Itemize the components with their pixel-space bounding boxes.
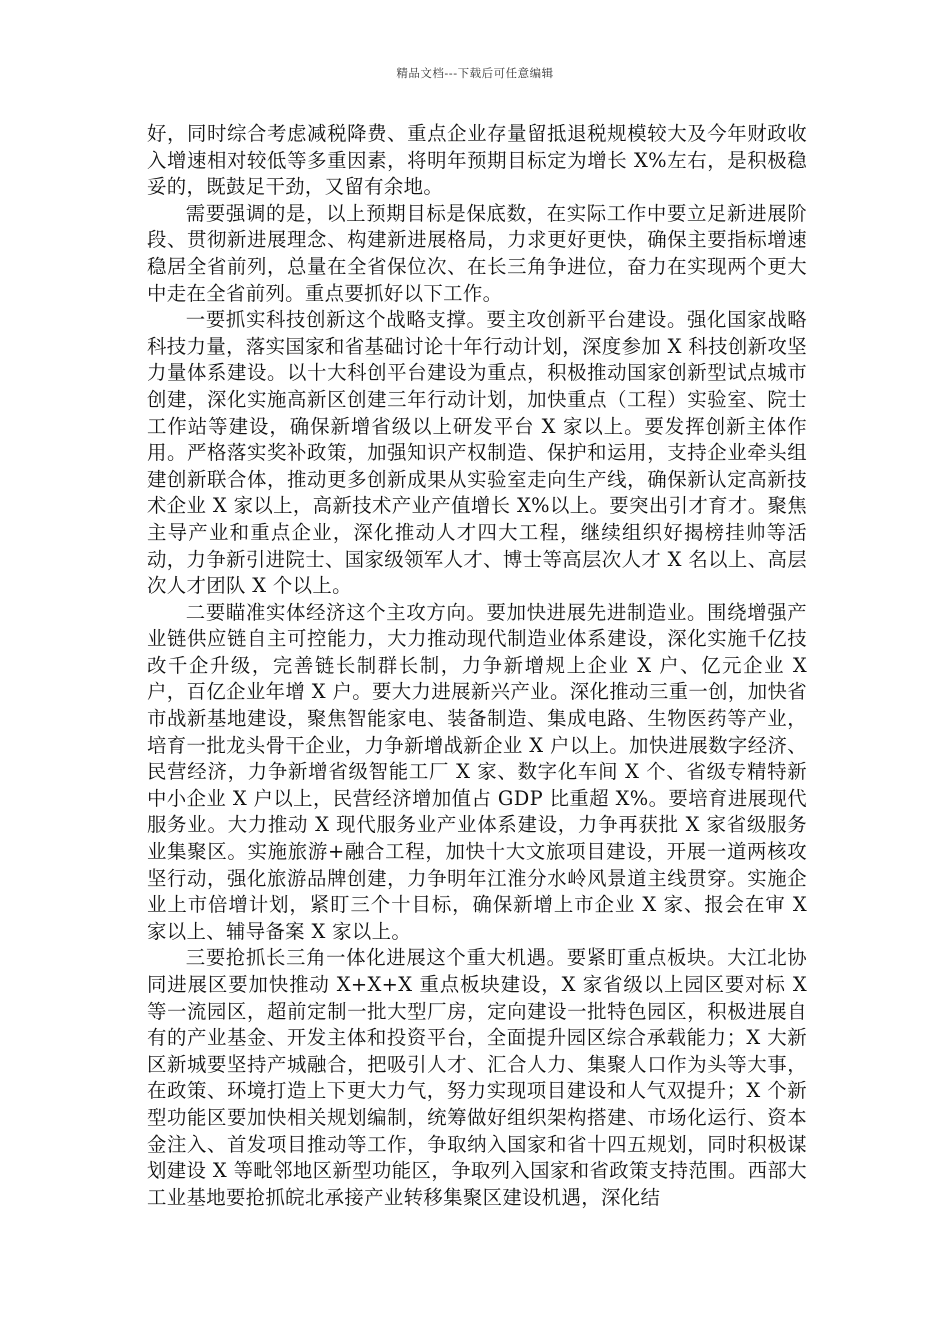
page-header: 精品文档---下载后可任意编辑 [396, 66, 554, 80]
paragraph-1: 好，同时综合考虑减税降费、重点企业存量留抵退税规模较大及今年财政收入增速相对较低等多重因素，将明年预期目标定为增长 X%左右，是积极稳妥的，既鼓足干劲，又留有余地。 [147, 122, 807, 199]
paragraph-4: 二要瞄准实体经济这个主攻方向。要加快进展先进制造业。围绕增强产业链供应链自主可控能力，大力推动现代制造业体系建设，深化实施千亿技改千企升级，完善链长制群长制，力争新增规上企业 X 户、亿元企业 X 户，百亿企业年增 X 户。要大力进展新兴产业。深化推动三重一创，加快省市战新基地建设，聚焦智能家电、装备制造、集成电路、生物医药等产业，培育一批龙头骨干企业，力争新增战新企业 X 户以上。加快进展数字经济、民营经济，力争新增省级智能工厂 X 家、数字化车间 X 个、省级专精特新中小企业 X 户以上，民营经济增加值占 GDP 比重超 X%。要培育进展现代服务业。大力推动 X 现代服务业产业体系建设，力争再获批 X 家省级服务业集聚区。实施旅游+融合工程，加快十大文旅项目建设，开展一道两核攻坚行动，强化旅游品牌创建，力争明年江淮分水岭风景道主线贯穿。实施企业上市倍增计划，紧盯三个十目标，确保新增上市企业 X 家、报会在审 X 家以上、辅导备案 X 家以上。 [147, 600, 807, 943]
document-body [147, 121, 807, 1211]
paragraph-5: 三要抢抓长三角一体化进展这个重大机遇。要紧盯重点板块。大江北协同进展区要加快推动 X+X+X 重点板块建设，X 家省级以上园区要对标 X 等一流园区，超前定制一批大型厂房，定向建设一批特色园区，积极进展自有的产业基金、开发主体和投资平台，全面提升园区综合承载能力；X 大新区新城要坚持产城融合，把吸引人才、汇合人力、集聚人口作为头等大事，在政策、环境打造上下更大力气，努力实现项目建设和人气双提升；X 个新型功能区要加快相关规划编制，统筹做好组织架构搭建、市场化运行、资本金注入、首发项目推动等工作，争取纳入国家和省十四五规划，同时积极谋划建设 X 等毗邻地区新型功能区，争取列入国家和省政策支持范围。西部大工业基地要抢抓皖北承接产业转移集聚区建设机遇，深化结 [147, 946, 807, 1209]
paragraph-3: 一要抓实科技创新这个战略支撑。要主攻创新平台建设。强化国家战略科技力量，落实国家和省基础讨论十年行动计划，深度参加 X 科技创新攻坚力量体系建设。以十大科创平台建设为重点，积极推动国家创新型试点城市创建，深化实施高新区创建三年行动计划，加快重点（工程）实验室、院士工作站等建设，确保新增省级以上研发平台 X 家以上。要发挥创新主体作用。严格落实奖补政策，加强知识产权制造、保护和运用，支持企业牵头组建创新联合体，推动更多创新成果从实验室走向生产线，确保新认定高新技术企业 X 家以上，高新技术产业产值增长 X%以上。要突出引才育才。聚焦主导产业和重点企业，深化推动人才四大工程，继续组织好揭榜挂帅等活动，力争新引进院士、国家级领军人才、博士等高层次人才 X 名以上、高层次人才团队 X 个以上。 [147, 308, 807, 598]
paragraph-2: 需要强调的是，以上预期目标是保底数，在实际工作中要立足新进展阶段、贯彻新进展理念、构建新进展格局，力求更好更快，确保主要指标增速稳居全省前列，总量在全省保位次、在长三角争进位，奋力在实现两个更大中走在全省前列。重点要抓好以下工作。 [147, 201, 807, 305]
